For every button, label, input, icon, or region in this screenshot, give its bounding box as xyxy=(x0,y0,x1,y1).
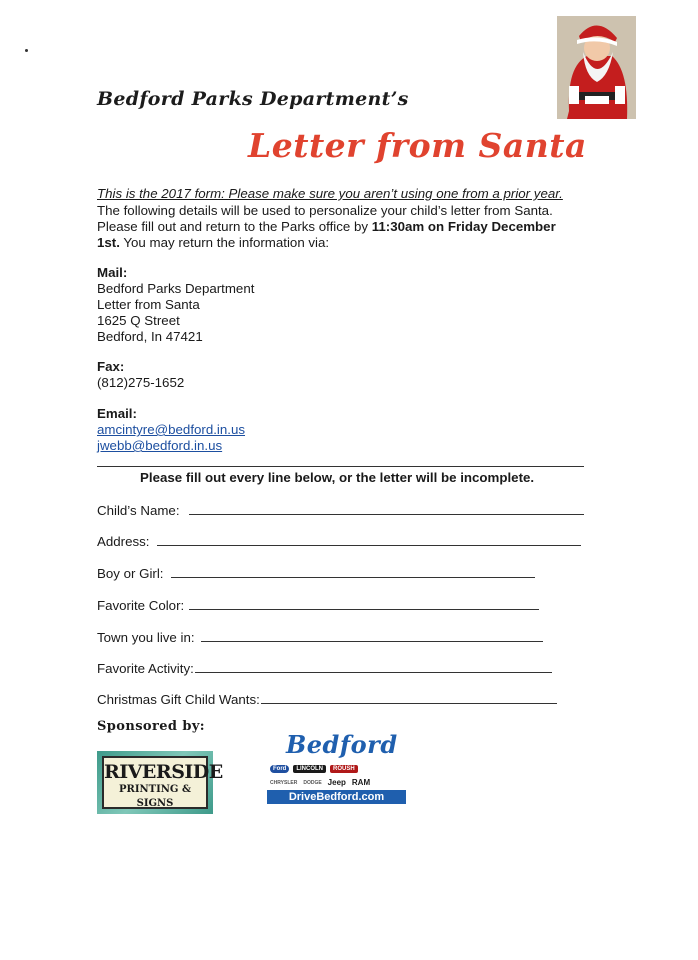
fax-number: (812)275-1652 xyxy=(97,375,185,390)
form-instruction: Please fill out every line below, or the letter will be incomplete. xyxy=(140,470,535,485)
mail-address-line: Bedford Parks Department xyxy=(97,281,255,296)
boy-or-girl-field[interactable] xyxy=(97,563,535,581)
intro-line-2-suffix: You may return the information via: xyxy=(119,235,330,250)
dodge-logo: DODGE xyxy=(303,779,322,786)
email-section xyxy=(97,406,245,454)
department-heading: Bedford Parks Department’s xyxy=(97,88,409,110)
mail-address-line: Letter from Santa xyxy=(97,297,200,312)
favorite-activity-field[interactable] xyxy=(97,658,552,676)
mail-address-line: Bedford, In 47421 xyxy=(97,329,203,344)
christmas-gift-field[interactable] xyxy=(97,689,557,707)
brand-row-2 xyxy=(270,778,370,787)
form-year-notice: This is the 2017 form: Please make sure you aren’t using one from a prior year. xyxy=(97,186,563,201)
chrysler-logo: CHRYSLER xyxy=(270,779,298,786)
santa-photo xyxy=(557,16,636,119)
email-link-jwebb[interactable]: jwebb@bedford.in.us xyxy=(97,438,223,453)
child-name-field[interactable] xyxy=(97,500,584,518)
favorite-color-line[interactable] xyxy=(189,609,539,610)
town-field[interactable] xyxy=(97,627,543,645)
ram-logo: RAM xyxy=(351,778,371,787)
section-divider xyxy=(97,466,584,467)
mail-section xyxy=(97,265,254,345)
field-label: Boy or Girl: xyxy=(97,566,164,581)
intro-line-2-prefix: Please fill out and return to the Parks office by xyxy=(97,219,372,234)
field-label: Favorite Color: xyxy=(97,598,185,613)
lincoln-logo: LINCOLN xyxy=(293,765,326,773)
field-label: Address: xyxy=(97,534,150,549)
brand-row-1 xyxy=(270,765,358,773)
riverside-logo-name: RIVERSIDE xyxy=(104,761,223,783)
fax-label: Fax: xyxy=(97,359,125,374)
favorite-color-field[interactable] xyxy=(97,595,539,613)
drive-bedford-website-banner[interactable]: DriveBedford.com xyxy=(267,790,406,804)
riverside-logo-tagline: PRINTING & SIGNS xyxy=(119,784,191,809)
mail-address-line: 1625 Q Street xyxy=(97,313,180,328)
fax-section xyxy=(97,359,184,391)
roush-logo: ROUSH xyxy=(330,765,358,773)
mail-label: Mail: xyxy=(97,265,128,280)
speck xyxy=(25,49,28,52)
deadline-text: 11:30am on Friday December 1st. xyxy=(97,219,556,250)
address-line[interactable] xyxy=(157,545,581,546)
intro-paragraph xyxy=(97,203,577,251)
jeep-logo: Jeep xyxy=(327,778,346,787)
christmas-gift-line[interactable] xyxy=(261,703,557,704)
favorite-activity-line[interactable] xyxy=(195,672,552,673)
intro-line-1: The following details will be used to personalize your child’s letter from Santa. xyxy=(97,203,553,218)
bedford-dealer-logo: Bedford xyxy=(286,730,398,759)
riverside-printing-logo xyxy=(97,751,223,814)
address-field[interactable] xyxy=(97,531,581,549)
field-label: Town you live in: xyxy=(97,630,195,645)
town-line[interactable] xyxy=(201,641,543,642)
field-label: Child’s Name: xyxy=(97,503,180,518)
child-name-line[interactable] xyxy=(189,514,584,515)
email-link-amcintyre[interactable]: amcintyre@bedford.in.us xyxy=(97,422,246,437)
sponsored-by-label: Sponsored by: xyxy=(97,719,205,734)
email-label: Email: xyxy=(97,406,137,421)
field-label: Favorite Activity: xyxy=(97,661,194,676)
page-title: Letter from Santa xyxy=(248,126,587,165)
ford-logo: Ford xyxy=(270,765,289,773)
field-label: Christmas Gift Child Wants: xyxy=(97,692,260,707)
boy-or-girl-line[interactable] xyxy=(171,577,535,578)
